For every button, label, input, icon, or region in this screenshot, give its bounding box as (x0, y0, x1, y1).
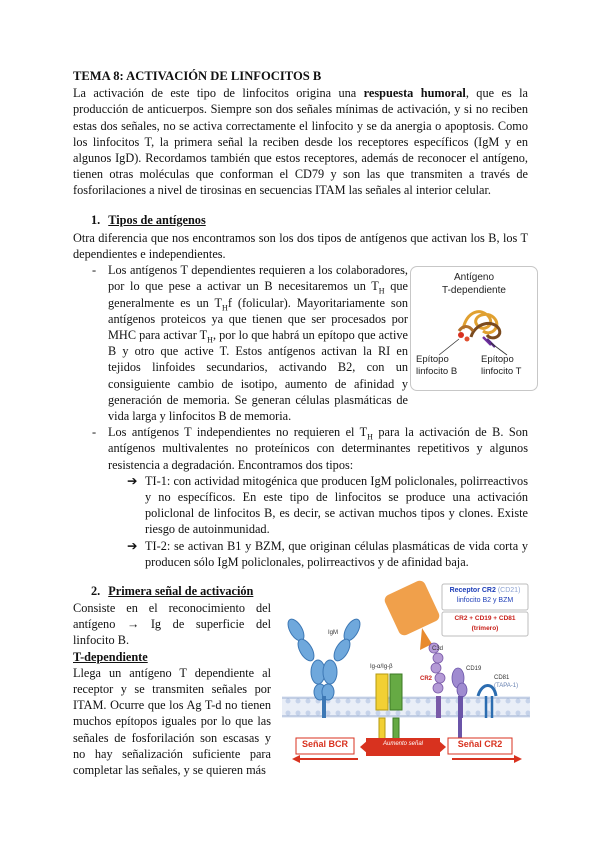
igm-antibody (285, 617, 363, 700)
signaling-diagram (282, 578, 530, 766)
complex-box: CR2 + CD19 + CD81 (trímero) (454, 615, 516, 632)
receptor-cr2-box: Receptor CR2 (CD21) linfocito B2 y BZM (449, 587, 521, 604)
ti-list (73, 473, 528, 570)
cr2-label: CR2 (420, 676, 433, 682)
c3d-label: C3d (432, 646, 444, 652)
cd81-label: CD81 (TAPA-1) (494, 675, 519, 689)
section2-heading: 2. Primera señal de activación (91, 584, 254, 598)
list-item: - Los antígenos T dependientes requieren a los colaboradores, por lo que pese a activar un B necesitaremos un $T_H$ que generalmente es un $T_Hf$ (folicular). Mayoritariamente son antígenos proteicos ya que tienen que ser procesados por MHC para activar $T_H$, por lo que habrá un epítopo que active B y otro que active T. Estos antígenos activan la RI en tejidos linfoides secundarios, activando B2, con un consiguiente cambio de isotipo, aumento de afinidad y generación de memoria. Se generan células plasmáticas de vida larga y linfocitos B de memoria. (92, 263, 409, 424)
signal-bcr-label: Señal BCR (301, 739, 348, 749)
iga-igb-label: Ig-α/Ig-β (370, 664, 393, 670)
signal-cr2-label: Señal CR2 (457, 739, 503, 749)
epitope-t-label: Epítopo linfocito T (481, 354, 522, 377)
section2-text: Llega un antígeno T dependiente al receptor y se transmiten señales por ITAM. Ocurre que los Ag T-d no tienen muchos epítopos iguales por lo que las señales de fosforilación son escasas y no hay señalización suficiente para completar las señales, y se quieren más (73, 665, 271, 778)
increase-signal-label: Aumento señal (382, 741, 424, 747)
intro-paragraph: La activación de este tipo de linfocitos origina una respuesta humoral, que es la producción de anticuerpos. Siempre son dos señales mínimas de activación, y si no reciben estas dos señales, no se activa correctamente el linfocito y se da anergia o apoptosis. Como los linfocitos T, la primera señal la reciben desde los receptores específicos (IgM y en algunos IgD). Recordamos también que estos receptores, además de reconocer el antígeno, tienen otras moléculas que conforman el CD79 y son las que transmiten a través de fosforilaciones a nivel de tirosinas en secuencias ITAM las señales al interior celular. (73, 86, 529, 198)
tdependent-subheading: T-dependiente (73, 649, 148, 664)
epitope-b-label: Epítopo linfocito B (416, 354, 458, 377)
bold-term: respuesta humoral (363, 86, 466, 101)
section2-intro: Consiste en el reconocimiento del antígeno → Ig de superficie del linfocito B. (73, 601, 271, 648)
page-title: TEMA 8: ACTIVACIÓN DE LINFOCITOS B (73, 69, 322, 83)
section2-column (73, 600, 271, 778)
bcr-cr2-figure (282, 578, 530, 766)
epitope-b-marker (458, 332, 464, 338)
list-item: ➔ TI-1: con actividad mitogénica que producen IgM policlonales, polirreactivos y no específicos. En este tipo de linfocitos se produce una activación policlonal de linfocitos B, es decir, se activan muchos tipos y clones. Existe riesgo de autoinmunidad. (127, 473, 528, 537)
section1-heading: 1. Tipos de antígenos (91, 212, 206, 227)
igm-label: IgM (328, 630, 339, 636)
tdependent-antigen-figure (410, 266, 538, 391)
list-item: ➔ TI-2: se activan B1 y BZM, que originan células plasmáticas de vida corta y producen sólo IgM policlonales, polirreactivos y de afinidad baja. (127, 538, 528, 569)
list-item: - Los antígenos T independientes no requieren el $T_H$ para la activación de B. Son antígenos multivalentes no proteínicos con determinantes repetitivos y algunos resistencia a degradación. Encontramos dos tipos: (92, 425, 528, 472)
cd19-label: CD19 (466, 666, 482, 672)
section1-intro: Otra diferencia que nos encontramos son los dos tipos de antígenos que activan los B, los T dependientes e independientes. (73, 230, 528, 262)
figure1-title: Antígeno T-dependiente (442, 272, 506, 296)
